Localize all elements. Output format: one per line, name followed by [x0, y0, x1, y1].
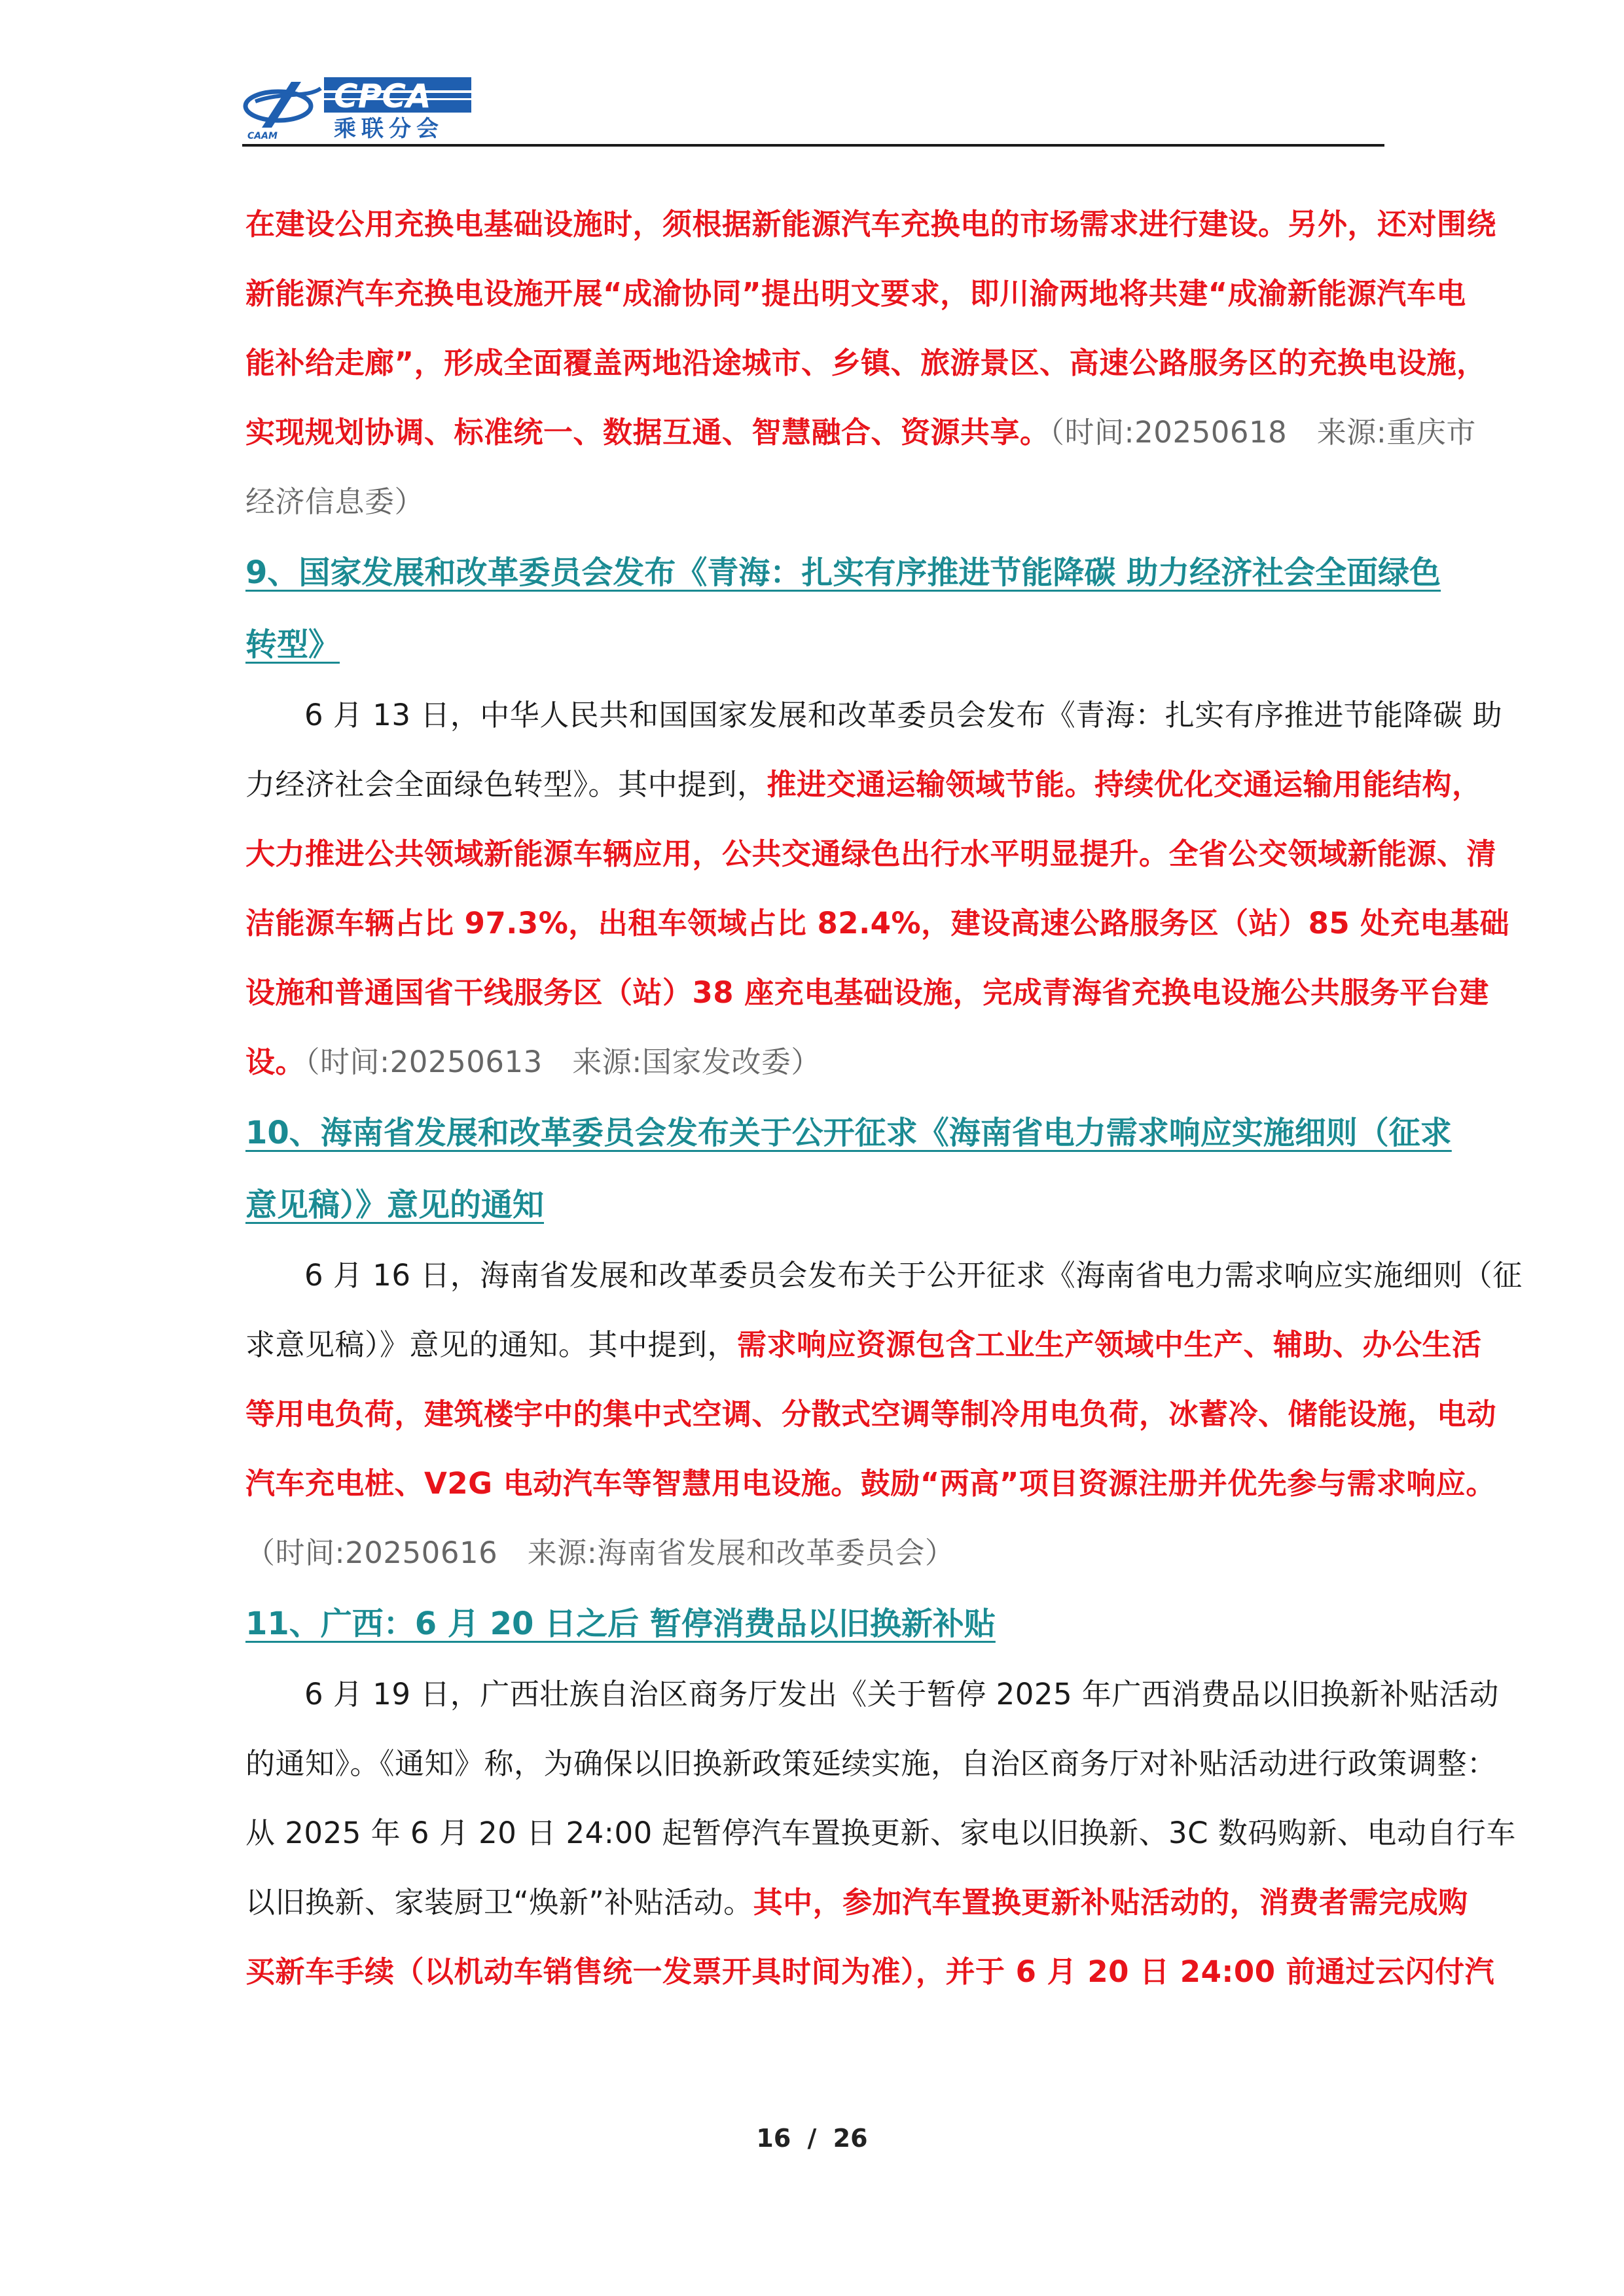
text-run: 从 2025 年 6 月 20 日 24:00 起暂停汽车置换更新、家电以旧换新、3C 数码购新、电动自行车	[245, 1816, 1516, 1850]
paragraph-item-10	[245, 1241, 1523, 1588]
header-rule	[242, 144, 1384, 147]
text-line	[245, 1028, 1375, 1097]
source-note: （时间:20250613 来源:国家发改委）	[305, 1045, 821, 1079]
text-run: 买新车手续（以机动车销售统一发票开具时间为准），并于 6 月 20 日 24:00 前通过云闪付汽	[245, 1954, 1495, 1989]
text-line	[245, 819, 1497, 889]
heading-text: 转型》	[245, 626, 340, 663]
text-run: 6 月 19 日，广西壮族自治区商务厅发出《关于暂停 2025 年广西消费品以旧换新补贴活动	[304, 1677, 1499, 1712]
source-note: （时间:20250616 来源:海南省发展和改革委员会）	[245, 1535, 955, 1570]
text-run: 洁能源车辆占比 97.3%，出租车领域占比 82.4%，建设高速公路服务区（站）85 处充电基础	[245, 906, 1509, 941]
text-run: 大力推进公共领域新能源车辆应用，公共交通绿色出行水平明显提升。全省公交领域新能源、清	[245, 836, 1497, 871]
text-run: 需求响应资源包含工业生产领域中生产、辅助、办公生活	[737, 1327, 1482, 1362]
text-line	[245, 1449, 1496, 1518]
text-line	[245, 329, 1487, 398]
page-footer	[0, 2124, 1624, 2153]
document-body	[245, 190, 1523, 2007]
text-line	[245, 1729, 1497, 1799]
text-run: 以旧换新、家装厨卫“焕新”补贴活动。	[245, 1885, 753, 1920]
text-line	[245, 958, 1489, 1028]
page-header	[242, 65, 1384, 151]
paragraph-intro	[245, 190, 1497, 537]
text-run: 求意见稿）》意见的通知。其中提到，	[245, 1327, 738, 1362]
text-line	[245, 1660, 1499, 1729]
paragraph-item-9	[245, 681, 1509, 1097]
page-number-total: 26	[833, 2124, 868, 2153]
heading-item-9	[245, 537, 1441, 681]
text-run: 能补给走廊”，形成全面覆盖两地沿途城市、乡镇、旅游景区、高速公路服务区的充换电设施，	[245, 346, 1487, 380]
text-line	[245, 259, 1466, 329]
text-run: 实现规划协调、标准统一、数据互通、智慧融合、资源共享。	[245, 415, 1050, 450]
text-run: 汽车充电桩、V2G 电动汽车等智慧用电设施。鼓励“两高”项目资源注册并优先参与需求响应。	[245, 1466, 1496, 1501]
heading-text: 意见稿）》意见的通知	[245, 1187, 545, 1223]
text-line	[245, 681, 1503, 750]
text-line	[245, 190, 1497, 259]
text-run: 新能源汽车充换电设施开展“成渝协同”提出明文要求，即川渝两地将共建“成渝新能源汽车电	[245, 276, 1466, 311]
text-run: 6 月 16 日，海南省发展和改革委员会发布关于公开征求《海南省电力需求响应实施细则（征	[304, 1258, 1523, 1293]
text-line	[245, 750, 1482, 819]
page-number-current: 16	[756, 2124, 791, 2153]
text-line	[245, 889, 1509, 958]
text-line	[245, 398, 1476, 467]
heading-text: 10、海南省发展和改革委员会发布关于公开征求《海南省电力需求响应实施细则（征求	[245, 1115, 1452, 1151]
text-run: 设。	[245, 1045, 306, 1079]
logo-text: CPCA	[334, 77, 431, 115]
page-number-separator: /	[807, 2124, 817, 2153]
heading-line	[245, 1588, 1375, 1660]
text-line	[245, 1310, 1482, 1380]
text-line	[245, 1518, 1375, 1588]
text-run: 6 月 13 日，中华人民共和国国家发展和改革委员会发布《青海：扎实有序推进节能降碳 助	[304, 698, 1503, 732]
source-note: 经济信息委）	[245, 484, 425, 519]
logo-subtext: 乘联分会	[334, 116, 444, 142]
heading-line	[245, 1169, 1375, 1241]
text-line	[245, 1868, 1468, 1937]
heading-line	[245, 1097, 1452, 1169]
heading-line	[245, 609, 1375, 681]
heading-text: 11、广西：6 月 20 日之后 暂停消费品以旧换新补贴	[245, 1605, 996, 1642]
text-line	[245, 1937, 1495, 2007]
cpca-logo	[242, 65, 478, 144]
text-run: 力经济社会全面绿色转型》。其中提到，	[245, 767, 767, 802]
heading-item-10	[245, 1097, 1452, 1241]
text-line	[245, 467, 1375, 537]
text-run: 在建设公用充换电基础设施时，须根据新能源汽车充换电的市场需求进行建设。另外，还对围绕	[245, 207, 1497, 242]
text-line	[245, 1380, 1497, 1449]
source-note: （时间:20250618 来源:重庆市	[1049, 415, 1476, 450]
heading-line	[245, 537, 1441, 609]
heading-item-11	[245, 1588, 1375, 1660]
text-line	[245, 1241, 1523, 1310]
paragraph-item-11	[245, 1660, 1516, 2007]
heading-text: 9、国家发展和改革委员会发布《青海：扎实有序推进节能降碳 助力经济社会全面绿色	[245, 554, 1441, 591]
text-run: 等用电负荷，建筑楼宇中的集中式空调、分散式空调等制冷用电负荷，冰蓄冷、储能设施，电动	[245, 1397, 1497, 1431]
text-run: 的通知》。《通知》称，为确保以旧换新政策延续实施，自治区商务厅对补贴活动进行政策调整：	[245, 1746, 1497, 1781]
logo-mark-text: CAAM	[247, 131, 278, 141]
text-run: 其中，参加汽车置换更新补贴活动的，消费者需完成购	[753, 1885, 1468, 1920]
text-run: 推进交通运输领域节能。持续优化交通运输用能结构，	[767, 767, 1482, 802]
text-run: 设施和普通国省干线服务区（站）38 座充电基础设施，完成青海省充换电设施公共服务平台建	[245, 975, 1489, 1010]
text-line	[245, 1799, 1516, 1868]
